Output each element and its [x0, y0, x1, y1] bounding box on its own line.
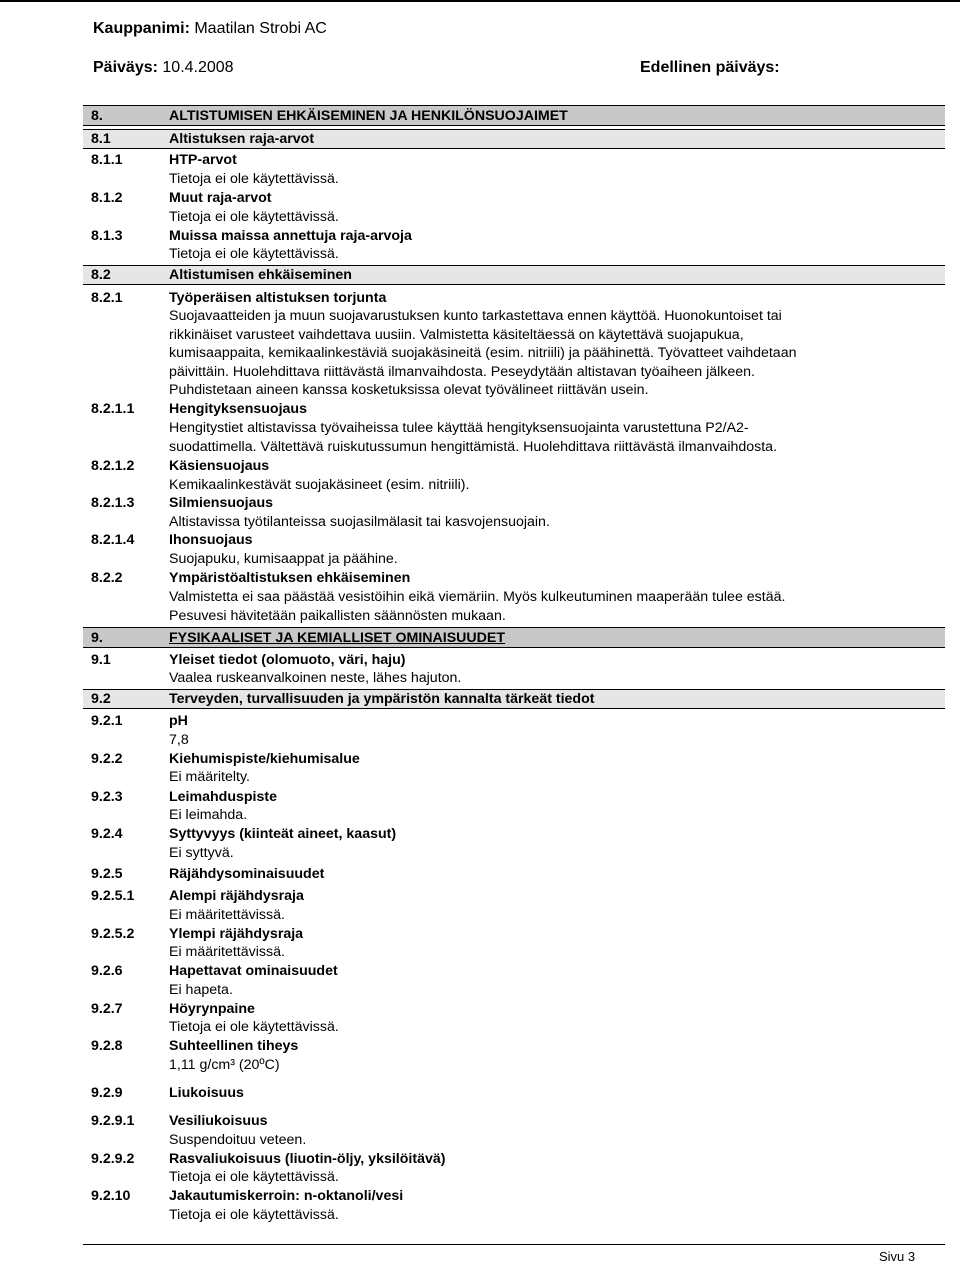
text-line: kumisaappaita, kemikaalinkestäviä suojakäsineitä (esim. nitriili) ja päähinettä. Työvatteet vaihdetaan	[169, 345, 797, 362]
item-title: Kiehumispiste/kiehumisalue	[169, 751, 360, 767]
item-title: Hengityksensuojaus	[169, 401, 307, 417]
section-number: 9.	[91, 630, 103, 646]
item-number: 9.2.5	[91, 866, 123, 882]
item-title: Leimahduspiste	[169, 789, 278, 805]
item-number: 9.2.9.2	[91, 1151, 135, 1167]
item-text: Suojapuku, kumisaappat ja päähine.	[169, 551, 398, 567]
text-line: rikkinäiset varusteet vaihdettava uusiin. Valmistetta käsiteltäessä on käytettävä suojapukua,	[169, 326, 744, 343]
item-number: 9.2.3	[91, 789, 123, 805]
section-title: Altistumisen ehkäiseminen	[169, 267, 352, 283]
section-number: 8.2	[91, 267, 111, 283]
item-title: Muut raja-arvot	[169, 190, 272, 206]
section-9-2-heading	[83, 689, 945, 709]
item-number: 9.2.6	[91, 963, 123, 979]
item-number: 9.2.7	[91, 1001, 123, 1017]
section-title: Terveyden, turvallisuuden ja ympäristön kannalta tärkeät tiedot	[169, 691, 595, 707]
item-paragraph	[169, 419, 889, 456]
item-text: Tietoja ei ole käytettävissä.	[169, 1019, 339, 1035]
page-number: Sivu 3	[879, 1249, 916, 1264]
item-title: Muissa maissa annettuja raja-arvoja	[169, 228, 412, 244]
item-title: Räjähdysominaisuudet	[169, 866, 325, 882]
header-company	[93, 20, 327, 38]
item-title: Ihonsuojaus	[169, 532, 253, 548]
item-title: Rasvaliukoisuus (liuotin-öljy, yksilöitävä)	[169, 1151, 446, 1167]
item-text: Ei määritelty.	[169, 769, 250, 785]
previous-date-label: Edellinen päiväys:	[640, 59, 780, 76]
date-label: Päiväys:	[93, 59, 158, 76]
item-text: Altistavissa työtilanteissa suojasilmälasit tai kasvojensuojain.	[169, 514, 550, 530]
text-line: Valmistetta ei saa päästää vesistöihin eikä viemäriin. Myös kulkeutuminen maaperään tulee estää.	[169, 589, 786, 605]
footer-rule	[83, 1244, 945, 1245]
item-number: 9.2.9	[91, 1085, 123, 1101]
date-value: 10.4.2008	[162, 59, 234, 76]
company-label: Kauppanimi:	[93, 20, 190, 37]
item-title: Hapettavat ominaisuudet	[169, 963, 338, 979]
item-number: 8.2.1.1	[91, 401, 135, 417]
item-text: Ei leimahda.	[169, 807, 248, 823]
section-title: ALTISTUMISEN EHKÄISEMINEN JA HENKILÖNSUOJAIMET	[169, 108, 568, 124]
text-line: Suojavaatteiden ja muun suojavarustuksen kunto tarkastettava ennen käyttöä. Huonokuntoiset tai	[169, 308, 782, 324]
item-number: 9.2.10	[91, 1188, 131, 1204]
section-8-2-heading	[83, 265, 945, 285]
item-title: Jakautumiskerroin: n-oktanoli/vesi	[169, 1188, 404, 1204]
item-text: Ei hapeta.	[169, 982, 233, 998]
item-title: Ylempi räjähdysraja	[169, 926, 304, 942]
item-number: 8.2.1.4	[91, 532, 135, 548]
item-number: 9.2.9.1	[91, 1113, 135, 1129]
item-number: 9.2.2	[91, 751, 123, 767]
item-title: Työperäisen altistuksen torjunta	[169, 290, 387, 306]
text-line: päivittäin. Huolehdittava riittävästä ilmanvaihdosta. Peseydytään altistavan työaiheen jälkeen.	[169, 363, 755, 380]
item-number: 8.2.2	[91, 570, 123, 586]
item-text: Vaalea ruskeanvalkoinen neste, lähes hajuton.	[169, 670, 462, 686]
item-title: pH	[169, 713, 188, 729]
item-number: 8.1.3	[91, 228, 123, 244]
text-line: Pesuvesi hävitetään paikallisten säännösten mukaan.	[169, 607, 506, 624]
item-paragraph	[169, 307, 889, 400]
text-line: Hengitystiet altistavissa työvaiheissa tulee käyttää hengityksensuojainta varustettuna P2/A2-	[169, 420, 749, 436]
item-number: 8.1.1	[91, 152, 123, 168]
item-title: Yleiset tiedot (olomuoto, väri, haju)	[169, 652, 406, 668]
section-8-heading	[83, 105, 945, 126]
item-number: 9.2.8	[91, 1038, 123, 1054]
company-value: Maatilan Strobi AC	[194, 20, 327, 37]
item-number: 9.2.5.2	[91, 926, 135, 942]
section-8-1-heading	[83, 129, 945, 149]
item-title: Silmiensuojaus	[169, 495, 274, 511]
item-title: HTP-arvot	[169, 152, 237, 168]
item-number: 8.2.1.2	[91, 458, 135, 474]
section-title: Altistuksen raja-arvot	[169, 131, 315, 147]
item-title: Liukoisuus	[169, 1085, 244, 1101]
text-line: Puhdistetaan aineen kanssa kosketuksissa olevat työvälineet riittävän usein.	[169, 382, 649, 399]
item-title: Vesiliukoisuus	[169, 1113, 268, 1129]
section-title: FYSIKAALISET JA KEMIALLISET OMINAISUUDET	[169, 630, 506, 646]
section-9-heading	[83, 627, 945, 648]
item-number: 8.2.1.3	[91, 495, 135, 511]
section-number: 9.2	[91, 691, 111, 707]
item-title: Ympäristöaltistuksen ehkäiseminen	[169, 570, 411, 586]
item-number: 8.1.2	[91, 190, 123, 206]
item-number: 8.2.1	[91, 290, 123, 306]
item-text: Tietoja ei ole käytettävissä.	[169, 1207, 339, 1223]
item-text: Tietoja ei ole käytettävissä.	[169, 209, 339, 225]
text-line: suodattimella. Vältettävä ruiskutussumun hengittämistä. Huolehdittava riittävästä ilmanvaihdosta.	[169, 438, 778, 455]
item-number: 9.1	[91, 652, 111, 668]
item-text: 1,11 g/cm³ (20ºC)	[169, 1057, 280, 1073]
item-paragraph	[169, 588, 889, 625]
item-text: Ei syttyvä.	[169, 845, 234, 861]
item-text: Ei määritettävissä.	[169, 907, 285, 923]
item-title: Höyrynpaine	[169, 1001, 255, 1017]
item-text: Tietoja ei ole käytettävissä.	[169, 171, 339, 187]
item-title: Käsiensuojaus	[169, 458, 270, 474]
item-text: Kemikaalinkestävät suojakäsineet (esim. nitriili).	[169, 477, 470, 493]
item-text: Suspendoituu veteen.	[169, 1132, 307, 1148]
header-date	[93, 59, 234, 77]
item-number: 9.2.5.1	[91, 888, 135, 904]
item-title: Alempi räjähdysraja	[169, 888, 304, 904]
item-title: Syttyvyys (kiinteät aineet, kaasut)	[169, 826, 397, 842]
item-text: Ei määritettävissä.	[169, 944, 285, 960]
item-text: 7,8	[169, 732, 189, 748]
item-text: Tietoja ei ole käytettävissä.	[169, 1169, 339, 1185]
item-number: 9.2.1	[91, 713, 123, 729]
section-number: 8.1	[91, 131, 111, 147]
item-number: 9.2.4	[91, 826, 123, 842]
item-title: Suhteellinen tiheys	[169, 1038, 299, 1054]
section-number: 8.	[91, 108, 103, 124]
item-text: Tietoja ei ole käytettävissä.	[169, 246, 339, 262]
